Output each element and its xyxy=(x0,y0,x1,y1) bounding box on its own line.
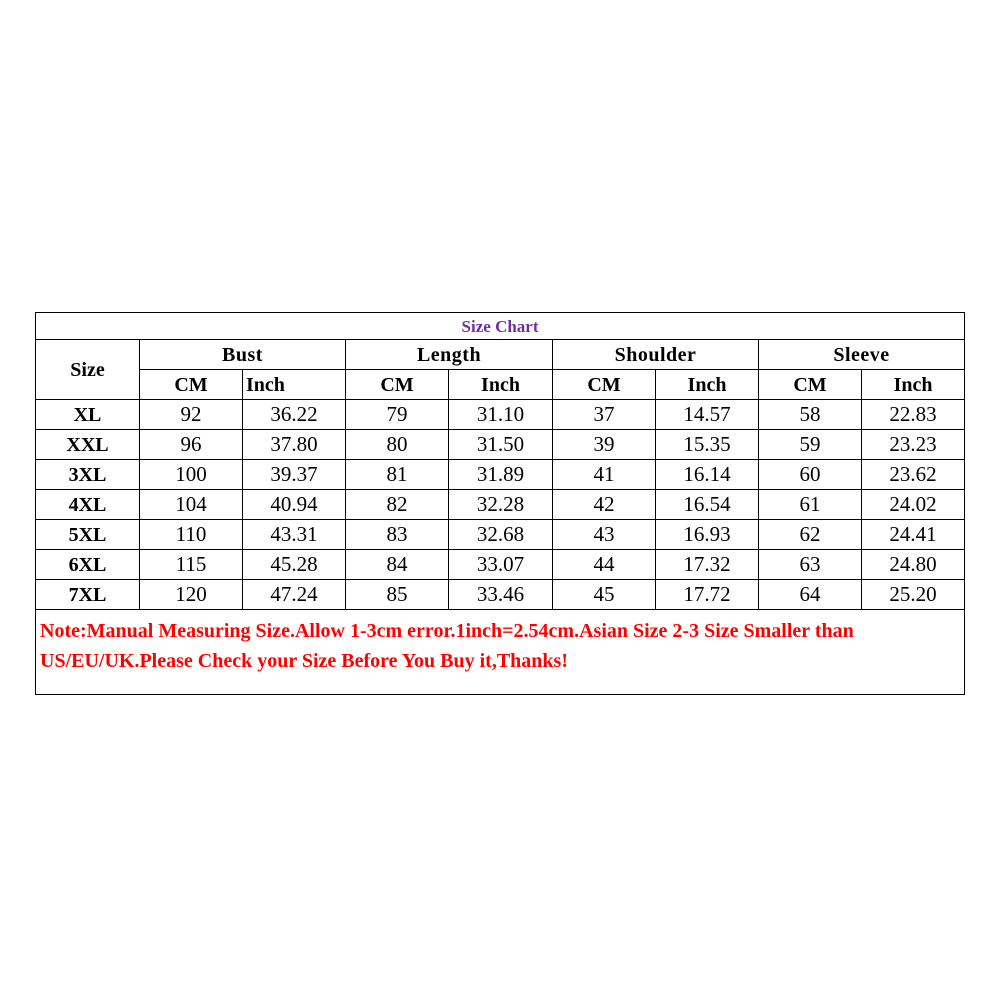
sleeve-cm-cell: 63 xyxy=(759,550,862,580)
table-row xyxy=(36,550,965,580)
bust-cm-cell: 104 xyxy=(140,490,243,520)
bust-inch-cell: 47.24 xyxy=(243,580,346,610)
bust-inch-cell: 37.80 xyxy=(243,430,346,460)
size-label: 7XL xyxy=(36,580,140,610)
shoulder-cm-cell: 44 xyxy=(553,550,656,580)
table-row xyxy=(36,580,965,610)
bust-inch-cell: 39.37 xyxy=(243,460,346,490)
shoulder-cm-cell: 42 xyxy=(553,490,656,520)
shoulder-cm-header: CM xyxy=(553,370,656,400)
bust-cm-cell: 92 xyxy=(140,400,243,430)
sleeve-cm-cell: 61 xyxy=(759,490,862,520)
sleeve-cm-cell: 58 xyxy=(759,400,862,430)
shoulder-inch-cell: 16.93 xyxy=(656,520,759,550)
table-row xyxy=(36,400,965,430)
shoulder-cm-cell: 43 xyxy=(553,520,656,550)
sleeve-cm-cell: 59 xyxy=(759,430,862,460)
size-chart-table xyxy=(35,312,965,695)
size-label: 4XL xyxy=(36,490,140,520)
size-column-header: Size xyxy=(36,340,140,400)
size-label: 5XL xyxy=(36,520,140,550)
length-inch-cell: 32.28 xyxy=(449,490,553,520)
sleeve-inch-cell: 23.23 xyxy=(862,430,965,460)
title-row xyxy=(36,313,965,340)
length-cm-cell: 82 xyxy=(346,490,449,520)
shoulder-header: Shoulder xyxy=(553,340,759,370)
shoulder-cm-cell: 45 xyxy=(553,580,656,610)
size-label: 6XL xyxy=(36,550,140,580)
bust-header: Bust xyxy=(140,340,346,370)
note-text: Note:Manual Measuring Size.Allow 1-3cm error.1inch=2.54cm.Asian Size 2-3 Size Smaller than US/EU/UK.Please Check your Size Before You Buy it,Thanks! xyxy=(36,610,965,695)
chart-title: Size Chart xyxy=(36,313,965,340)
bust-inch-header: Inch xyxy=(243,370,346,400)
sleeve-inch-cell: 24.41 xyxy=(862,520,965,550)
length-cm-cell: 85 xyxy=(346,580,449,610)
bust-cm-cell: 110 xyxy=(140,520,243,550)
size-label: 3XL xyxy=(36,460,140,490)
sleeve-inch-cell: 22.83 xyxy=(862,400,965,430)
sleeve-inch-cell: 24.02 xyxy=(862,490,965,520)
bust-cm-header: CM xyxy=(140,370,243,400)
length-cm-cell: 79 xyxy=(346,400,449,430)
length-header: Length xyxy=(346,340,553,370)
size-label: XXL xyxy=(36,430,140,460)
length-inch-cell: 32.68 xyxy=(449,520,553,550)
group-header-row xyxy=(36,340,965,370)
length-inch-cell: 31.50 xyxy=(449,430,553,460)
bust-cm-cell: 100 xyxy=(140,460,243,490)
shoulder-inch-cell: 16.14 xyxy=(656,460,759,490)
shoulder-cm-cell: 37 xyxy=(553,400,656,430)
table-row xyxy=(36,490,965,520)
length-cm-header: CM xyxy=(346,370,449,400)
note-row xyxy=(36,610,965,695)
shoulder-inch-cell: 16.54 xyxy=(656,490,759,520)
table-row xyxy=(36,460,965,490)
sleeve-inch-cell: 25.20 xyxy=(862,580,965,610)
sleeve-header: Sleeve xyxy=(759,340,965,370)
sleeve-cm-cell: 64 xyxy=(759,580,862,610)
length-inch-cell: 33.46 xyxy=(449,580,553,610)
unit-header-row xyxy=(36,370,965,400)
length-inch-cell: 31.10 xyxy=(449,400,553,430)
length-cm-cell: 81 xyxy=(346,460,449,490)
shoulder-cm-cell: 39 xyxy=(553,430,656,460)
length-cm-cell: 80 xyxy=(346,430,449,460)
table-row xyxy=(36,520,965,550)
length-cm-cell: 84 xyxy=(346,550,449,580)
length-inch-header: Inch xyxy=(449,370,553,400)
length-inch-cell: 31.89 xyxy=(449,460,553,490)
bust-inch-cell: 36.22 xyxy=(243,400,346,430)
bust-cm-cell: 115 xyxy=(140,550,243,580)
shoulder-inch-cell: 15.35 xyxy=(656,430,759,460)
size-label: XL xyxy=(36,400,140,430)
shoulder-inch-cell: 17.72 xyxy=(656,580,759,610)
length-inch-cell: 33.07 xyxy=(449,550,553,580)
table-row xyxy=(36,430,965,460)
shoulder-inch-cell: 17.32 xyxy=(656,550,759,580)
sleeve-inch-cell: 24.80 xyxy=(862,550,965,580)
bust-inch-cell: 45.28 xyxy=(243,550,346,580)
sleeve-inch-header: Inch xyxy=(862,370,965,400)
bust-cm-cell: 96 xyxy=(140,430,243,460)
bust-inch-cell: 40.94 xyxy=(243,490,346,520)
length-cm-cell: 83 xyxy=(346,520,449,550)
sleeve-cm-cell: 60 xyxy=(759,460,862,490)
shoulder-inch-header: Inch xyxy=(656,370,759,400)
bust-inch-cell: 43.31 xyxy=(243,520,346,550)
sleeve-cm-header: CM xyxy=(759,370,862,400)
sleeve-cm-cell: 62 xyxy=(759,520,862,550)
shoulder-inch-cell: 14.57 xyxy=(656,400,759,430)
shoulder-cm-cell: 41 xyxy=(553,460,656,490)
sleeve-inch-cell: 23.62 xyxy=(862,460,965,490)
size-chart xyxy=(35,312,964,695)
bust-cm-cell: 120 xyxy=(140,580,243,610)
